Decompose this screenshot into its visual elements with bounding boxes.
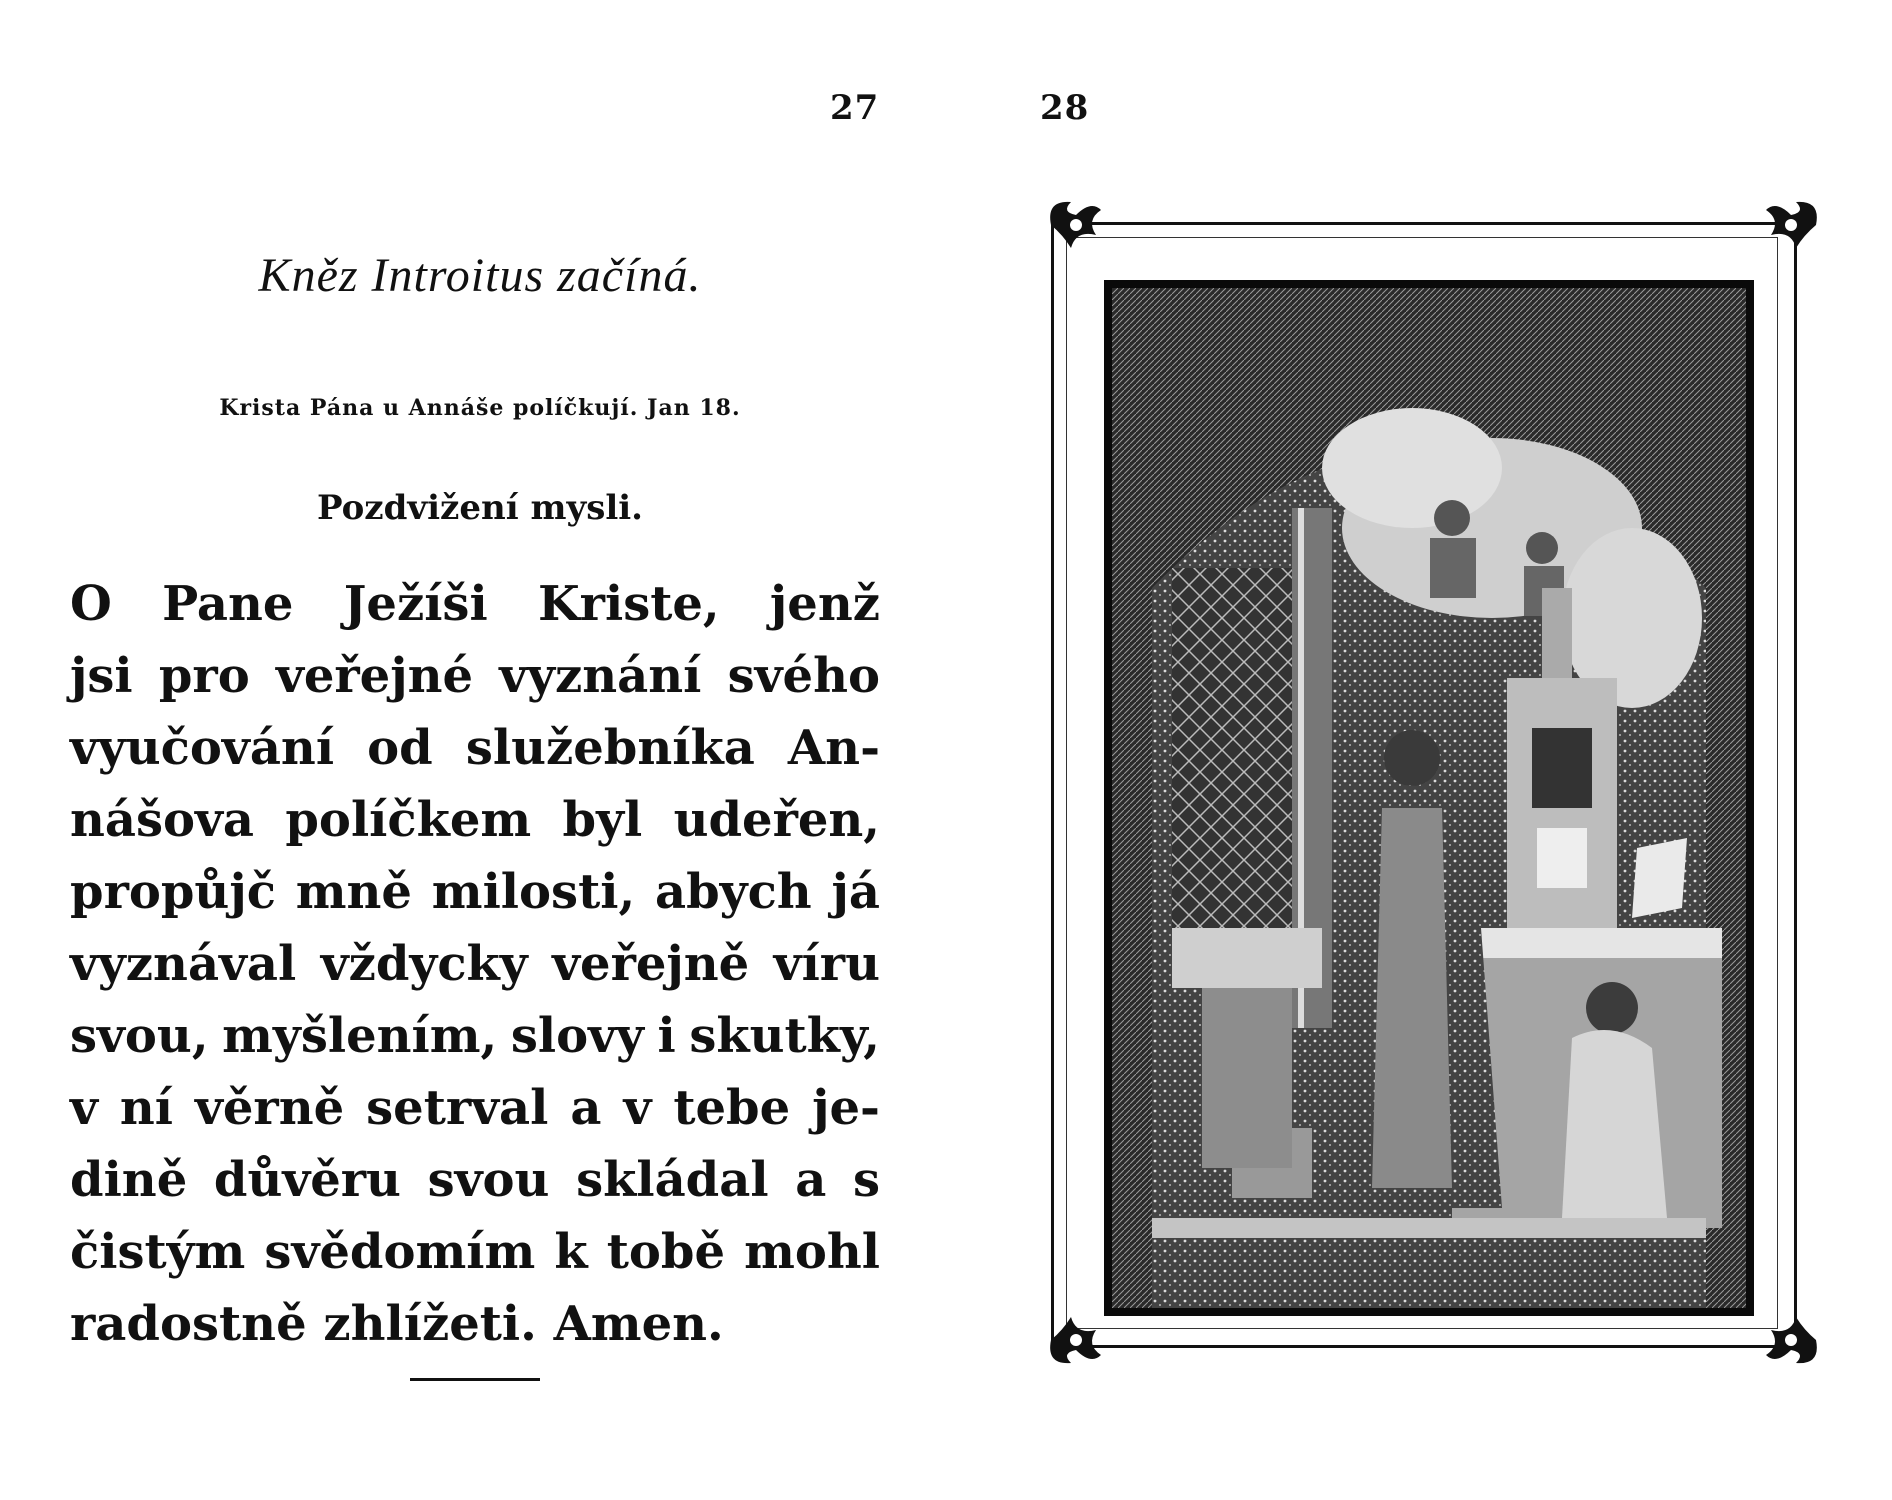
page-number-left: 27	[830, 88, 880, 128]
page-number-right: 28	[1040, 88, 1090, 128]
scripture-caption: Krista Pána u Annáše políčkují. Jan 18.	[219, 395, 741, 421]
corner-ornament-icon	[1756, 1305, 1826, 1375]
prayer-line: vyučování od služebníka An-	[70, 720, 880, 776]
right-page	[946, 0, 1892, 1500]
italic-heading: Kněz Introitus začíná.	[258, 249, 702, 302]
prayer-line: vyznával vždycky veřejně víru	[70, 936, 880, 992]
prayer-line: svou, myšlením, slovy i skutky,	[70, 1008, 880, 1064]
corner-ornament-icon	[1041, 190, 1111, 260]
prayer-line: radostně zhlížeti. Amen.	[70, 1296, 724, 1352]
prayer-line: dině důvěru svou skládal a s	[70, 1152, 880, 1208]
end-rule	[410, 1378, 540, 1381]
corner-ornament-icon	[1756, 190, 1826, 260]
prayer-line: O Pane Ježíši Kriste, jenž	[70, 576, 880, 632]
prayer-line: v ní věrně setrval a v tebe je-	[70, 1080, 880, 1136]
corner-ornament-icon	[1041, 1305, 1111, 1375]
prayer-subheading: Pozdvižení mysli.	[316, 488, 644, 528]
prayer-line: nášova políčkem byl udeřen,	[70, 792, 880, 848]
prayer-text	[70, 568, 880, 1360]
altar-illustration	[1104, 280, 1754, 1316]
prayer-line: propůjč mně milosti, abych já	[70, 864, 880, 920]
prayer-line: jsi pro veřejné vyznání svého	[70, 648, 880, 704]
engraving-image	[1112, 288, 1746, 1308]
prayer-line: čistým svědomím k tobě mohl	[70, 1224, 880, 1280]
